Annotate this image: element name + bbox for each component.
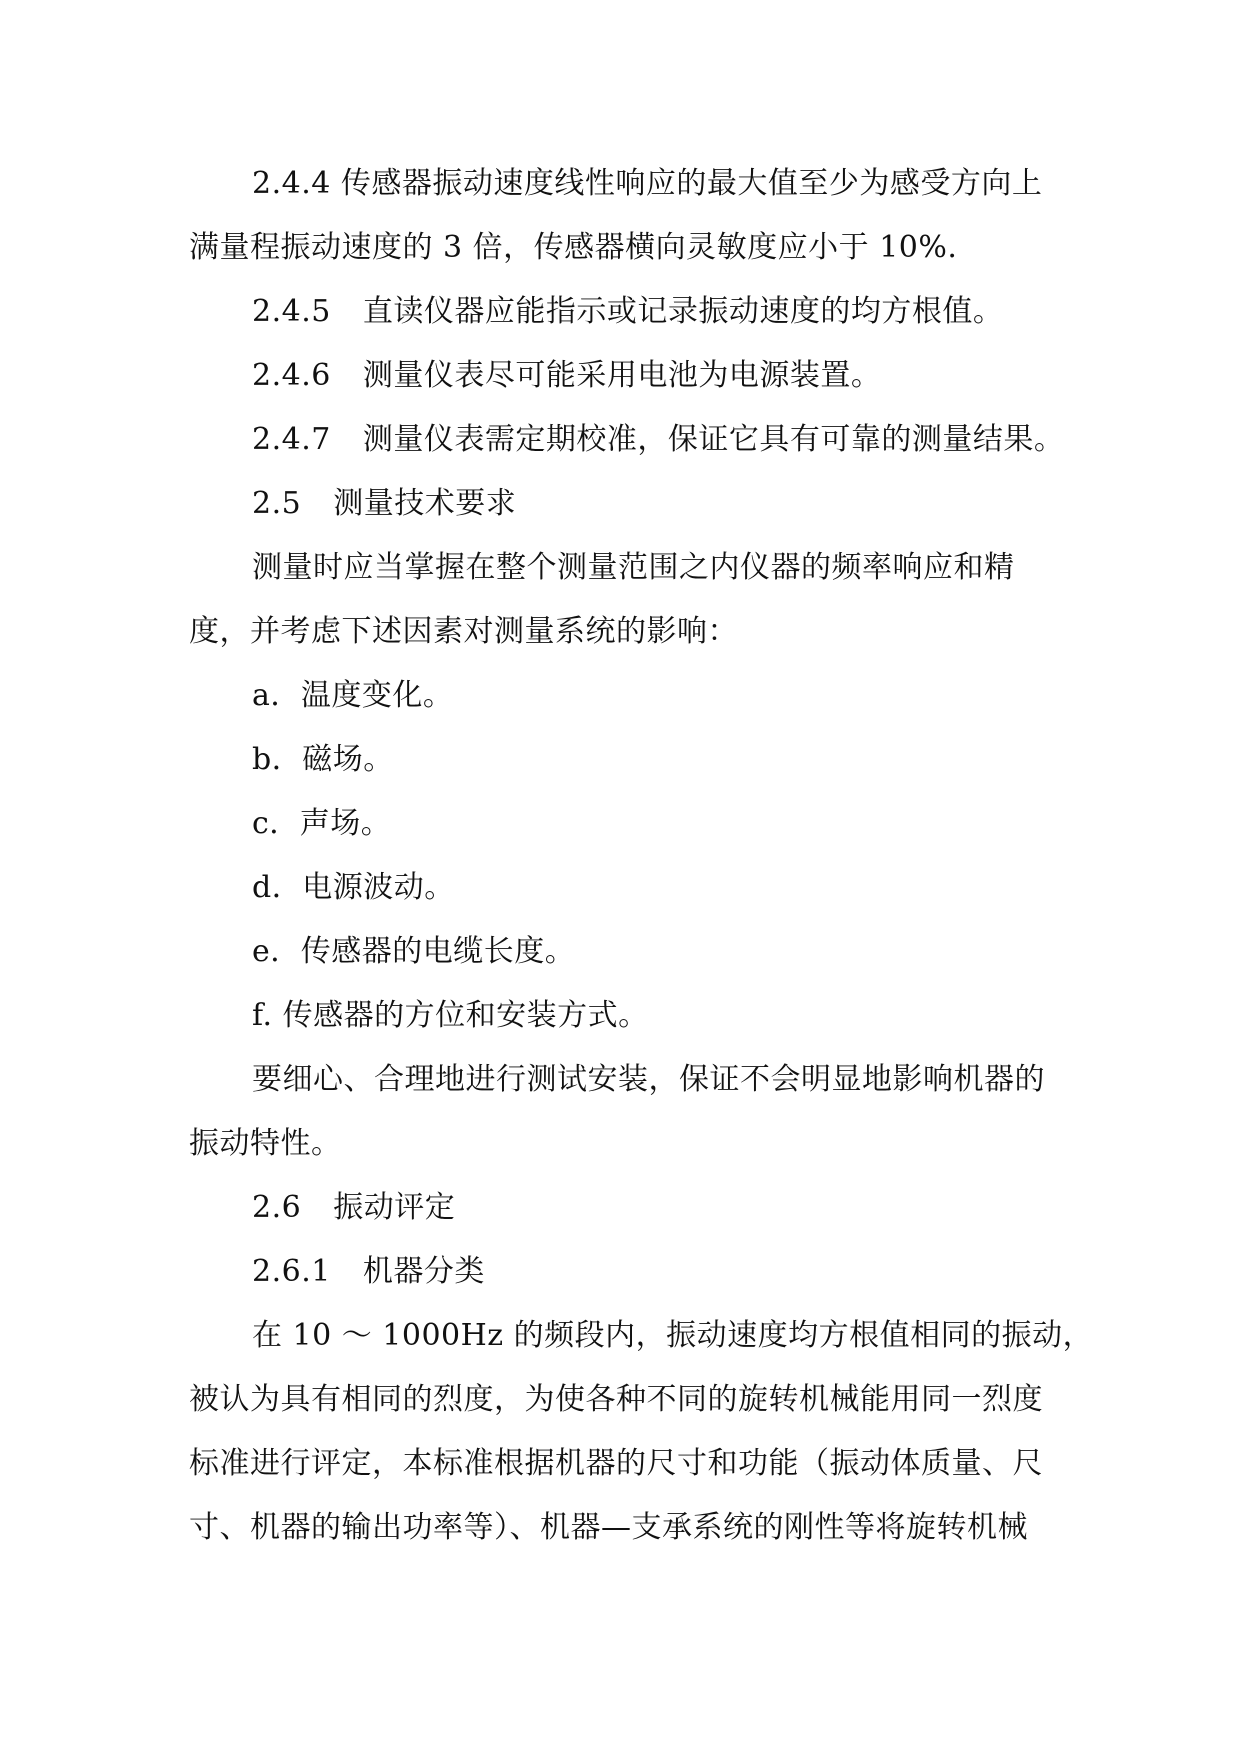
list-item-b: b．磁场。 [252,742,394,777]
section-number: 2.5 [252,486,302,521]
section-heading: 测量技术要求 [333,486,517,521]
intro-paragraph-line-2: 度，并考虑下述因素对测量系统的影响： [189,614,738,649]
list-item-e: e．传感器的电缆长度。 [252,934,576,969]
list-item-f: f. 传感器的方位和安装方式。 [252,998,649,1033]
paragraph-2-4-4-line-1: 2.4.4 传感器振动速度线性响应的最大值至少为感受方向上 [252,166,1043,201]
paragraph-2-4-6 [252,356,881,396]
section-number: 2.4.5 [252,294,331,329]
paragraph-2-4-7 [252,420,1064,460]
list-item-c: c．声场。 [252,806,392,841]
section-number: 2.4.6 [252,358,331,393]
paragraph-2-4-5 [252,292,1003,332]
section-number: 2.6.1 [252,1254,331,1289]
heading-2-6 [252,1188,455,1228]
classify-paragraph-line-1: 在 10 ～ 1000Hz 的频段内，振动速度均方根值相同的振动， [252,1318,1094,1353]
section-text: 直读仪器应能指示或记录振动速度的均方根值。 [362,294,1004,329]
section-heading: 振动评定 [333,1190,456,1225]
list-item-d: d．电源波动。 [252,870,455,905]
install-paragraph-line-2: 振动特性。 [189,1126,342,1161]
heading-2-6-1 [252,1252,485,1292]
section-text: 测量仪表尽可能采用电池为电源装置。 [362,358,882,393]
classify-paragraph-line-4: 寸、机器的输出功率等）、机器—支承系统的刚性等将旋转机械 [189,1510,1028,1545]
section-number: 2.6 [252,1190,302,1225]
section-heading: 机器分类 [362,1254,485,1289]
heading-2-5 [252,484,516,524]
intro-paragraph-line-1: 测量时应当掌握在整个测量范围之内仪器的频率响应和精 [252,550,1015,585]
install-paragraph-line-1: 要细心、合理地进行测试安装，保证不会明显地影响机器的 [252,1062,1045,1097]
section-number: 2.4.7 [252,422,331,457]
list-item-a: a．温度变化。 [252,678,454,713]
section-text: 测量仪表需定期校准，保证它具有可靠的测量结果。 [362,422,1065,457]
paragraph-2-4-4-line-2: 满量程振动速度的 3 倍，传感器横向灵敏度应小于 10%. [189,230,958,265]
classify-paragraph-line-2: 被认为具有相同的烈度，为使各种不同的旋转机械能用同一烈度 [189,1382,1043,1417]
classify-paragraph-line-3: 标准进行评定，本标准根据机器的尺寸和功能（振动体质量、尺 [189,1446,1043,1481]
